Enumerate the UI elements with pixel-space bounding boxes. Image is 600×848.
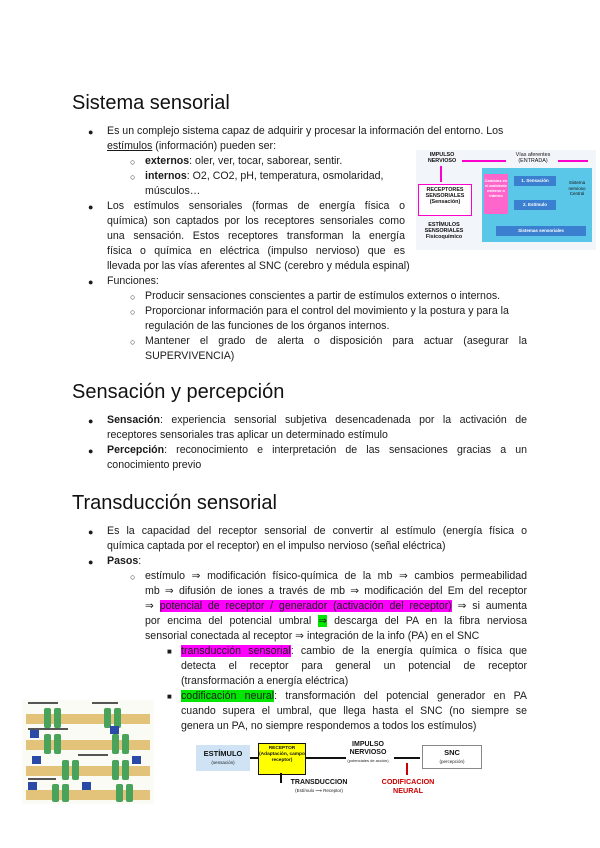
- bullet: ●: [88, 416, 94, 426]
- codificacion-label: CODIFICACION NEURAL: [381, 777, 435, 795]
- sub-bullet: ○: [130, 292, 136, 302]
- top-arrow-line: [462, 160, 506, 162]
- sub-bullet: ○: [130, 572, 136, 582]
- up-arrow-codificacion: [406, 763, 408, 775]
- impulso-label: IMPULSO NERVIOSO: [349, 741, 387, 756]
- estimulo-block: [196, 745, 250, 771]
- sub-bullet: ○: [130, 337, 136, 347]
- sub-bullet: ○: [130, 172, 136, 182]
- s3-transduccion-item: transducción sensorial: cambio de la energía química o física que detecta el receptor para general un potencial de receptor (transformación a energía eléctrica): [181, 645, 527, 687]
- highlight-potencial-receptor: potencial de receptor / generador (activación del receptor): [159, 600, 452, 612]
- s1-funcion-3: Mantener el grado de alerta o disposición para actuar (asegurar la SUPERVIVENCIA): [145, 335, 527, 362]
- section-title-transduccion: Transducción sensorial: [72, 492, 277, 514]
- s1-funcion-2: Proporcionar información para el control del movimiento y la postura y para la regulación de las funciones de los órganos internos.: [145, 305, 509, 332]
- s3-pasos-chain: estímulo ⇒ modificación físico-química de la mb ⇒ cambios permeabilidad mb ⇒ difusión de iones a través de mb ⇒ modificación del Em del receptor ⇒ potencial de receptor / generador (activación del receptor) ⇒ si aumenta por encima del potencial umbral ⇒ descarga del PA en la fibra nerviosa sensorial conectada al receptor ⇒ integración de la info (PA) en el SNC: [145, 570, 527, 642]
- impulso-nervioso-label: IMPULSO NERVIOSO: [427, 152, 457, 165]
- transduccion-label: TRANSDUCCION: [290, 779, 348, 786]
- s3-codificacion-item: codificación neural: transformación del potencial generador en PA cuando supera el umbral, que llega hasta el SNC (no siempre se genera un PA, no siempre respondemos a todos los estímulos): [181, 690, 527, 732]
- vias-aferentes-label: Vías aferentes (ENTRADA): [515, 152, 551, 165]
- sensory-system-diagram: [416, 150, 596, 250]
- highlight-arrow: ⇒: [318, 615, 328, 627]
- arrow-3: [394, 757, 420, 759]
- box-sistemas: Sistemas sensoriales: [496, 226, 586, 236]
- arrow-1: [250, 757, 258, 759]
- s1-bullet-funciones: Funciones:: [107, 275, 159, 287]
- estimulos-label: ESTÍMULOS SENSORIALES Fisicoquímico: [424, 222, 464, 241]
- square-bullet: ■: [167, 647, 172, 656]
- section-title-sistema-sensorial: Sistema sensorial: [72, 92, 230, 114]
- section-title-sensacion-percepcion: Sensación y percepción: [72, 381, 285, 403]
- bullet: ●: [88, 202, 94, 212]
- box-sensacion: 1. Sensación: [514, 176, 556, 186]
- s1-sub-externos: externos: oler, ver, tocar, saborear, sentir.: [145, 155, 343, 167]
- box-snc: Sistema nervioso Central: [568, 180, 586, 196]
- receptores-box: RECEPTORES SENSORIALES (Sensación): [418, 184, 472, 216]
- transduction-flow-diagram: [194, 741, 484, 797]
- square-bullet: ■: [167, 692, 172, 701]
- bullet: ●: [88, 446, 94, 456]
- sub-bullet: ○: [130, 157, 136, 167]
- right-arrow-line: [558, 160, 588, 162]
- receptor-block: RECEPTOR (Adaptación, campo receptor): [258, 743, 306, 775]
- s1-funcion-1: Producir sensaciones conscientes a partir de estímulos externos o internos.: [145, 290, 501, 302]
- bullet: ●: [88, 127, 94, 137]
- s3-bullet-definicion: Es la capacidad del receptor sensorial de convertir al estímulo (energía física o química captada por el receptor) en el impulso nervioso (señal eléctrica): [107, 525, 527, 552]
- snc-sub: (percepción): [439, 759, 465, 764]
- receptor-membrane-illustration: [22, 700, 154, 804]
- estimulo-label: ESTÍMULO: [203, 749, 243, 758]
- s1-bullet-2: Los estímulos sensoriales (formas de energía física o química) son captados por los receptores sensoriales como una sensación. Estos receptores transforman la energía física o química en eléctrica (impulso nervioso) que es llevada por las vías aferentes al SNC (cerebro y médula espinal): [107, 200, 410, 272]
- bullet: ●: [88, 557, 94, 567]
- s3-bullet-pasos: Pasos:: [107, 555, 142, 567]
- estimulo-sub: (sensación): [211, 760, 235, 765]
- impulso-sub: (potenciales de acción): [347, 758, 389, 763]
- box-estimulo: 2. Estímulo: [514, 200, 556, 210]
- side-text: Cambios en el ambiente externo o interno: [484, 178, 508, 198]
- bullet: ●: [88, 277, 94, 287]
- snc-block: [422, 745, 482, 769]
- vertical-arrow-line: [440, 166, 442, 182]
- s1-bullet-1: Es un complejo sistema capaz de adquirir y procesar la información del entorno. Los estímulos (información) pueden ser:: [107, 125, 504, 152]
- sub-bullet: ○: [130, 307, 136, 317]
- s2-bullet-sensacion: Sensación: experiencia sensorial subjetiva desencadenada por la activación de receptores sensoriales tras aplicar un determinado estímulo: [107, 414, 527, 441]
- snc-label: SNC: [444, 748, 460, 757]
- highlight-transduccion: transducción sensorial: [181, 645, 291, 657]
- highlight-codificacion: codificación neural: [181, 690, 275, 702]
- s2-bullet-percepcion: Percepción: reconocimiento e interpretación de las sensaciones gracias a un conocimiento previo: [107, 444, 527, 471]
- transduccion-sub: (Estímulo ⟶ Receptor): [295, 788, 343, 793]
- s1-sub-internos: internos: O2, CO2, pH, temperatura, osmolaridad, músculos…: [145, 170, 384, 197]
- bullet: ●: [88, 527, 94, 537]
- estimulos-link: estímulos: [107, 140, 153, 152]
